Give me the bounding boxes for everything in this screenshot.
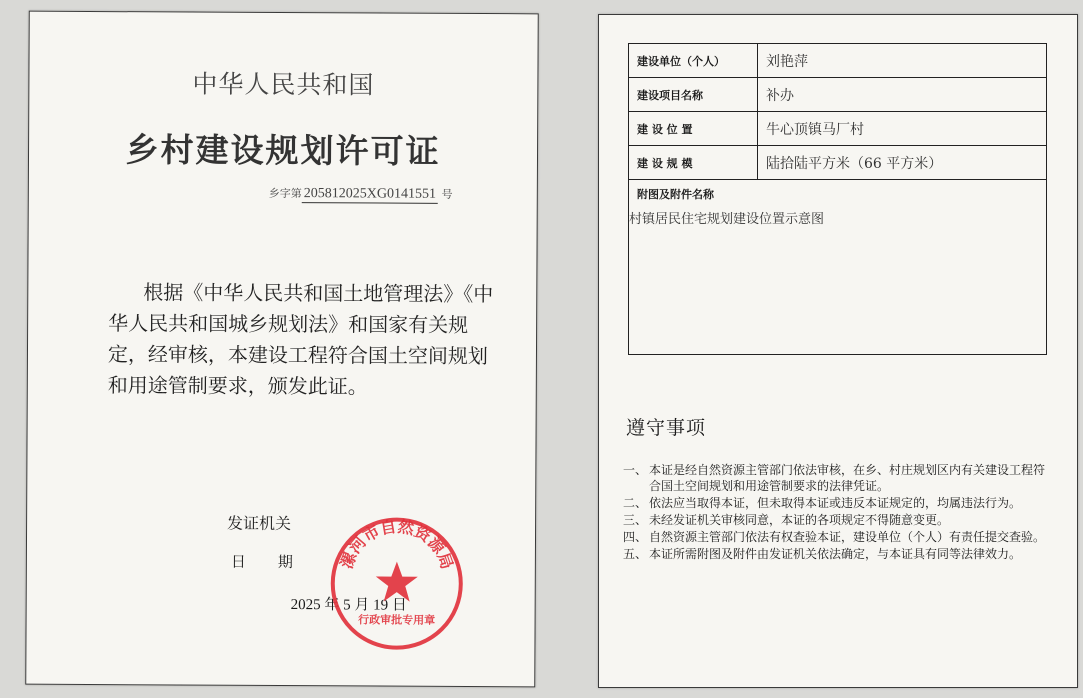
note-text: 本证所需附图及附件由发证机关依法确定，与本证具有同等法律效力。 [649, 547, 1022, 561]
permit-left-page [25, 11, 539, 688]
table-row [629, 146, 1047, 180]
notes-list [623, 462, 1053, 563]
note-text: 本证是经自然资源主管部门依法审核，在乡、村庄规划区内有关建设工程符合国土空间规划和用途管制要求的法律凭证。 [649, 463, 1046, 493]
location-label: 建 设 位 置 [629, 112, 758, 146]
note-index: 一、 [623, 463, 648, 477]
note-index: 四、 [623, 530, 648, 544]
attachment-label: 附图及附件名称 [637, 188, 714, 201]
location-value: 牛心顶镇马厂村 [758, 112, 1047, 146]
list-item [623, 495, 1053, 511]
table-row [629, 180, 1047, 355]
permit-number-line [269, 185, 453, 204]
attachment-value: 村镇居民住宅规划建设位置示意图 [629, 212, 825, 227]
country-name: 中华人民共和国 [192, 69, 375, 100]
list-item [623, 529, 1053, 545]
issue-date: 2025 年 5 月 19 日 [290, 597, 407, 614]
construction-info-table [628, 43, 1047, 355]
note-text: 未经发证机关审核同意，本证的各项规定不得随意变更。 [649, 513, 950, 527]
project-value: 补办 [758, 78, 1047, 112]
permit-title: 乡村建设规划许可证 [125, 130, 441, 171]
date-label-char-2: 期 [277, 552, 295, 572]
permit-right-page [598, 14, 1078, 688]
number-suffix: 号 [441, 187, 453, 201]
seal-star-icon [376, 561, 418, 601]
note-text: 依法应当取得本证，但未取得本证或违反本证规定的，均属违法行为。 [649, 496, 1022, 510]
issuer-label: 发证机关 [227, 513, 292, 534]
date-label [231, 551, 325, 572]
table-row [629, 112, 1047, 146]
permit-number: 205812025XG0141551 [302, 186, 438, 204]
seal-sub-text: 行政审批专用章 [358, 613, 436, 627]
list-item [623, 462, 1053, 494]
note-index: 五、 [623, 547, 648, 561]
unit-label: 建设单位（个人） [629, 44, 758, 78]
seal-text: 漯河市自然资源局 [336, 516, 457, 572]
note-index: 二、 [623, 496, 648, 510]
number-prefix: 乡字第 [268, 186, 302, 201]
scale-value: 陆拾陆平方米（66 平方米） [758, 146, 1047, 180]
note-text: 自然资源主管部门依法有权查验本证，建设单位（个人）有责任提交查验。 [649, 530, 1046, 544]
unit-value: 刘艳萍 [758, 44, 1047, 78]
notes-heading: 遵守事项 [626, 417, 707, 439]
date-label-char-1: 日 [230, 552, 248, 571]
attachment-cell [629, 180, 1047, 355]
list-item [623, 546, 1053, 562]
table-row [629, 44, 1047, 78]
note-index: 三、 [623, 513, 648, 527]
official-seal [326, 513, 467, 654]
project-label: 建设项目名称 [629, 78, 758, 112]
table-row [629, 78, 1047, 112]
permit-body-text: 根据《中华人民共和国土地管理法》《中华人民共和国城乡规划法》和国家有关规定，经审核，本建设工程符合国土空间规划和用途管制要求，颁发此证。 [107, 280, 494, 399]
scale-label: 建 设 规 模 [629, 146, 758, 180]
list-item [623, 512, 1053, 528]
